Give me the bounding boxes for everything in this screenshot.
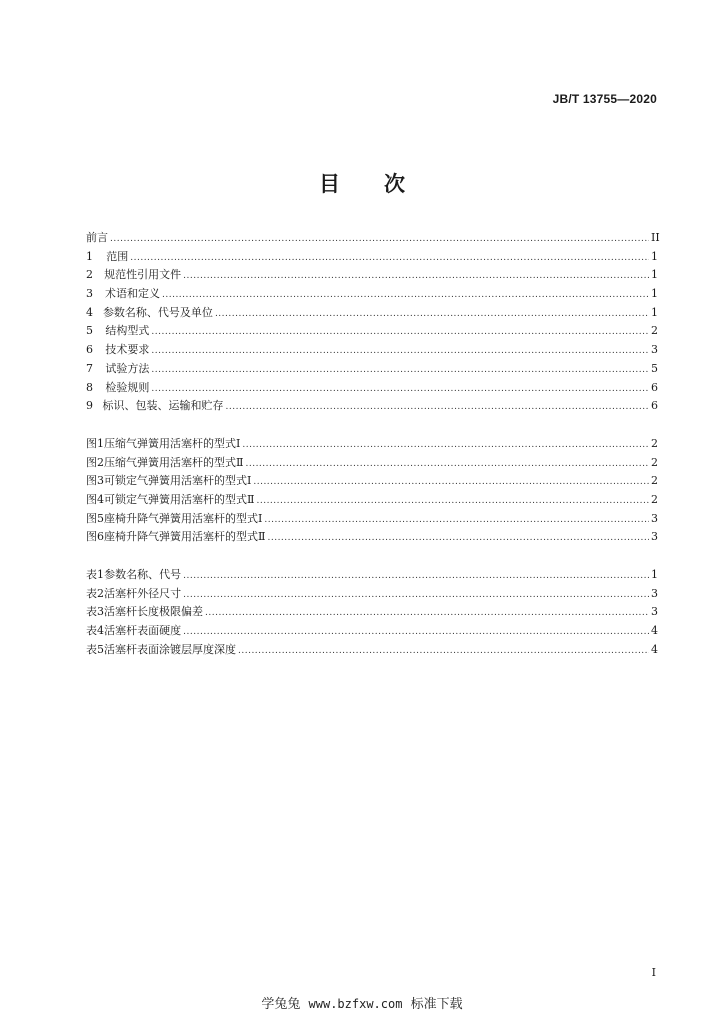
dot-leader <box>162 286 649 305</box>
page-title <box>0 168 724 198</box>
entry-page: 4 <box>651 642 658 656</box>
entry-number: 1 <box>86 249 93 263</box>
dot-leader <box>183 586 649 605</box>
dot-leader <box>238 642 649 661</box>
entry-number: 图2 <box>86 455 104 469</box>
entry-label: 参数名称、代号及单位 <box>102 305 213 319</box>
entry-number: 图5 <box>86 511 104 525</box>
entry-number: 表2 <box>86 586 104 600</box>
entry-label: 试验方法 <box>105 361 150 375</box>
dot-leader <box>205 604 649 623</box>
toc-figure-entry[interactable] <box>86 510 657 529</box>
entry-label: 规范性引用文件 <box>104 268 182 282</box>
toc-table-entry[interactable] <box>86 585 657 604</box>
dot-leader <box>245 455 649 474</box>
dot-leader <box>183 623 649 642</box>
toc-section-entry[interactable] <box>86 304 657 323</box>
toc-section-entry[interactable] <box>86 397 657 416</box>
toc-figures <box>86 435 657 547</box>
entry-page: 6 <box>651 380 658 394</box>
dot-leader <box>110 230 649 249</box>
toc-table-entry[interactable] <box>86 566 657 585</box>
entry-number: 6 <box>86 343 93 357</box>
entry-page: 6 <box>651 399 658 413</box>
standard-code: JB/T 13755—2020 <box>552 92 657 106</box>
title-char-2: 次 <box>384 172 405 196</box>
dot-leader <box>264 511 649 530</box>
entry-page: 5 <box>651 361 658 375</box>
toc-section-entry[interactable] <box>86 229 660 248</box>
entry-number: 表4 <box>86 624 104 638</box>
entry-page: 2 <box>651 492 658 506</box>
toc-sections <box>86 229 660 416</box>
entry-page: 1 <box>651 249 658 263</box>
entry-number: 前言 <box>86 231 108 244</box>
dot-leader <box>242 436 649 455</box>
dot-leader <box>183 567 649 586</box>
dot-leader <box>215 305 649 324</box>
toc-section-entry[interactable] <box>86 266 657 285</box>
entry-page: 3 <box>651 586 658 600</box>
entry-page: 2 <box>651 436 658 450</box>
entry-page: 1 <box>651 568 658 581</box>
toc-figure-entry[interactable] <box>86 454 657 473</box>
entry-number: 9 <box>86 399 93 413</box>
entry-label: 活塞杆长度极限偏差 <box>104 605 203 619</box>
entry-label: 活塞杆外径尺寸 <box>104 586 182 600</box>
entry-page: 1 <box>651 268 658 282</box>
dot-leader <box>151 361 649 380</box>
entry-label: 活塞杆表面硬度 <box>104 624 182 638</box>
entry-page: 3 <box>651 343 658 357</box>
entry-number: 8 <box>86 380 93 394</box>
entry-page: 2 <box>651 474 658 488</box>
toc-section-entry[interactable] <box>86 285 657 304</box>
dot-leader <box>267 529 649 548</box>
entry-page: II <box>651 231 660 244</box>
watermark <box>0 993 724 1012</box>
dot-leader <box>151 323 649 342</box>
dot-leader <box>151 380 649 399</box>
entry-number: 图6 <box>86 530 104 544</box>
entry-label: 标识、包装、运输和贮存 <box>102 399 224 413</box>
entry-number: 表1 <box>86 568 104 581</box>
entry-number: 2 <box>86 268 93 282</box>
dot-leader <box>253 473 649 492</box>
watermark-left: 学兔兔 <box>261 997 301 1012</box>
toc-section-entry[interactable] <box>86 322 657 341</box>
entry-label: 检验规则 <box>105 380 150 394</box>
toc-table-entry[interactable] <box>86 641 657 660</box>
dot-leader <box>226 398 649 417</box>
entry-page: 3 <box>651 530 658 544</box>
entry-label: 活塞杆表面涂镀层厚度深度 <box>104 642 236 656</box>
entry-page: 1 <box>651 305 658 319</box>
watermark-url[interactable]: www.bzfxw.com <box>308 997 403 1011</box>
toc-figure-entry[interactable] <box>86 528 657 547</box>
table-of-contents <box>86 229 660 678</box>
toc-section-entry[interactable] <box>86 341 657 360</box>
dot-leader <box>256 492 649 511</box>
entry-number: 表3 <box>86 605 104 619</box>
dot-leader <box>130 249 649 268</box>
watermark-right: 标准下载 <box>410 997 463 1012</box>
entry-label: 压缩气弹簧用活塞杆的型式Ⅰ <box>104 436 241 450</box>
entry-number: 图3 <box>86 474 104 488</box>
entry-label: 可锁定气弹簧用活塞杆的型式Ⅱ <box>104 492 255 506</box>
entry-number: 表5 <box>86 642 104 656</box>
entry-label: 可锁定气弹簧用活塞杆的型式Ⅰ <box>104 474 252 488</box>
entry-label: 座椅升降气弹簧用活塞杆的型式Ⅰ <box>104 511 263 525</box>
toc-figure-entry[interactable] <box>86 491 657 510</box>
entry-number: 7 <box>86 361 93 375</box>
dot-leader <box>183 267 649 286</box>
entry-page: 1 <box>651 287 658 301</box>
toc-figure-entry[interactable] <box>86 435 657 454</box>
toc-tables <box>86 566 657 659</box>
title-char-1: 目 <box>319 172 340 196</box>
entry-page: 4 <box>651 624 658 638</box>
entry-label: 范围 <box>106 249 129 263</box>
entry-number: 图1 <box>86 436 104 450</box>
entry-page: 2 <box>651 324 658 338</box>
entry-number: 4 <box>86 305 93 319</box>
toc-figure-entry[interactable] <box>86 472 657 491</box>
entry-page: 2 <box>651 455 658 469</box>
entry-number: 3 <box>86 287 93 301</box>
dot-leader <box>151 342 649 361</box>
entry-label: 压缩气弹簧用活塞杆的型式Ⅱ <box>104 455 244 469</box>
entry-label: 结构型式 <box>105 324 150 338</box>
entry-number: 图4 <box>86 492 104 506</box>
entry-page: 3 <box>651 605 658 619</box>
toc-section-entry[interactable] <box>86 379 657 398</box>
entry-label: 座椅升降气弹簧用活塞杆的型式Ⅱ <box>104 530 266 544</box>
entry-label: 术语和定义 <box>105 287 160 301</box>
toc-table-entry[interactable] <box>86 622 657 641</box>
toc-section-entry[interactable] <box>86 248 657 267</box>
entry-number: 5 <box>86 324 93 338</box>
entry-label: 参数名称、代号 <box>104 568 182 581</box>
entry-label: 技术要求 <box>105 343 150 357</box>
toc-section-entry[interactable] <box>86 360 657 379</box>
entry-page: 3 <box>651 511 658 525</box>
page-number: I <box>651 966 656 979</box>
toc-table-entry[interactable] <box>86 603 657 622</box>
